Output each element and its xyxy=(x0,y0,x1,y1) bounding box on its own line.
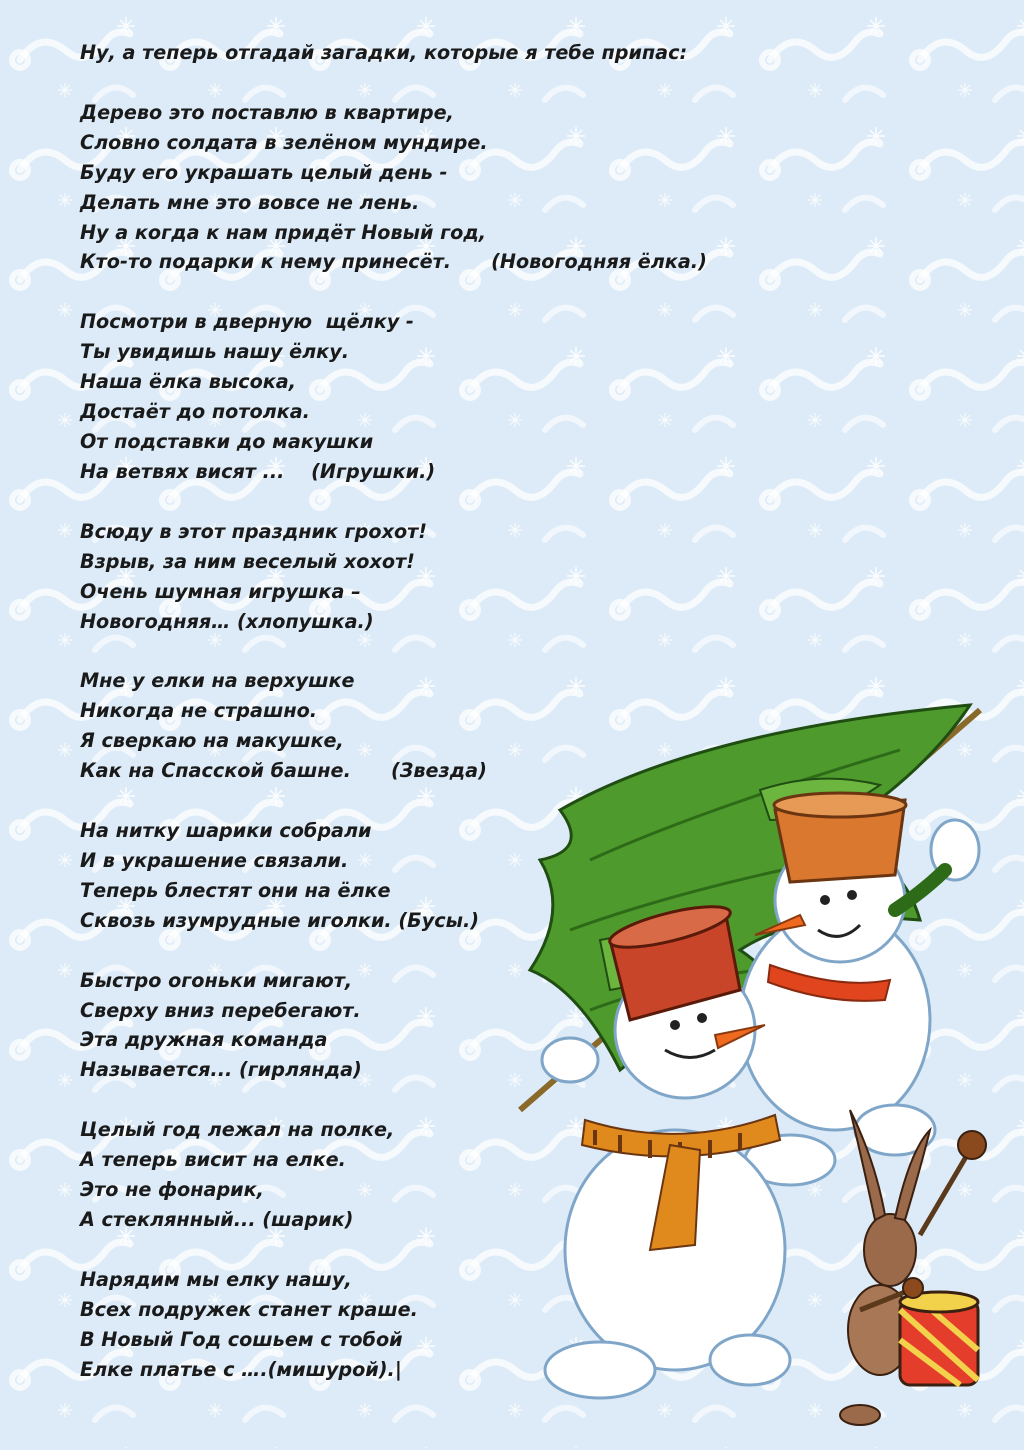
riddle-line: На нитку шарики собрали xyxy=(80,819,372,843)
riddle-line: Новогодняя… (хлопушка.) xyxy=(80,609,374,633)
riddle-line: Ну а когда к нам придёт Новый год, xyxy=(80,220,487,244)
riddle-line: Буду его украшать целый день - xyxy=(80,160,448,184)
riddle-line: Достаёт до потолка. xyxy=(80,400,310,424)
riddle-line: И в украшение связали. xyxy=(80,848,349,872)
riddle-line: Как на Спасской башне. (Звезда) xyxy=(80,759,487,783)
riddle-line: На ветвях висят ... (Игрушки.) xyxy=(80,459,436,483)
riddle-toys xyxy=(80,307,720,486)
riddle-line: Я сверкаю на макушке, xyxy=(80,729,344,753)
bunny-drummer-illustration xyxy=(840,1110,986,1425)
riddle-line: Словно солдата в зелёном мундире. xyxy=(80,130,488,154)
riddle-ball xyxy=(80,1115,720,1235)
riddle-garland xyxy=(80,966,720,1086)
riddle-line: Наша ёлка высока, xyxy=(80,370,297,394)
riddle-line: Кто-то подарки к нему принесёт. (Новогодняя ёлка.) xyxy=(80,250,707,274)
riddle-line: Очень шумная игрушка – xyxy=(80,579,361,603)
riddle-line: Целый год лежал на полке, xyxy=(80,1118,395,1142)
riddle-line: Ты увидишь нашу ёлку. xyxy=(80,340,349,364)
riddle-line: От подставки до макушки xyxy=(80,429,374,453)
riddle-line: Сверху вниз перебегают. xyxy=(80,998,361,1022)
riddle-line: Нарядим мы елку нашу, xyxy=(80,1267,352,1291)
riddle-line: Взрыв, за ним веселый хохот! xyxy=(80,549,415,573)
riddle-line: Всюду в этот праздник грохот! xyxy=(80,519,427,543)
riddle-line: Мне у елки на верхушке xyxy=(80,669,355,693)
riddle-line: А теперь висит на елке. xyxy=(80,1148,346,1172)
riddle-cracker xyxy=(80,517,720,637)
riddle-line: Делать мне это вовсе не лень. xyxy=(80,190,420,214)
riddle-line: Эта дружная команда xyxy=(80,1028,328,1052)
riddle-line: Быстро огоньки мигают, xyxy=(80,968,353,992)
riddle-tinsel xyxy=(80,1265,720,1385)
riddle-christmas-tree xyxy=(80,98,720,277)
riddle-line: Никогда не страшно. xyxy=(80,699,318,723)
riddle-line: Это не фонарик, xyxy=(80,1178,264,1202)
riddle-beads xyxy=(80,816,720,936)
riddle-line: Елке платье с ….(мишурой).| xyxy=(80,1357,402,1381)
riddle-line: Посмотри в дверную щёлку - xyxy=(80,310,414,334)
riddle-star xyxy=(80,666,720,786)
riddle-line: В Новый Год сошьем с тобой xyxy=(80,1327,403,1351)
riddle-line: Всех подружек станет краше. xyxy=(80,1297,418,1321)
riddle-line: Дерево это поставлю в квартире, xyxy=(80,100,454,124)
riddles-text-block xyxy=(80,38,720,1415)
riddle-line: Сквозь изумрудные иголки. (Бусы.) xyxy=(80,908,480,932)
riddle-line: Теперь блестят они на ёлке xyxy=(80,878,391,902)
intro-line: Ну, а теперь отгадай загадки, которые я тебе припас: xyxy=(80,41,688,64)
riddle-line: Называется... (гирлянда) xyxy=(80,1058,362,1082)
riddle-line: А стеклянный... (шарик) xyxy=(80,1208,354,1231)
